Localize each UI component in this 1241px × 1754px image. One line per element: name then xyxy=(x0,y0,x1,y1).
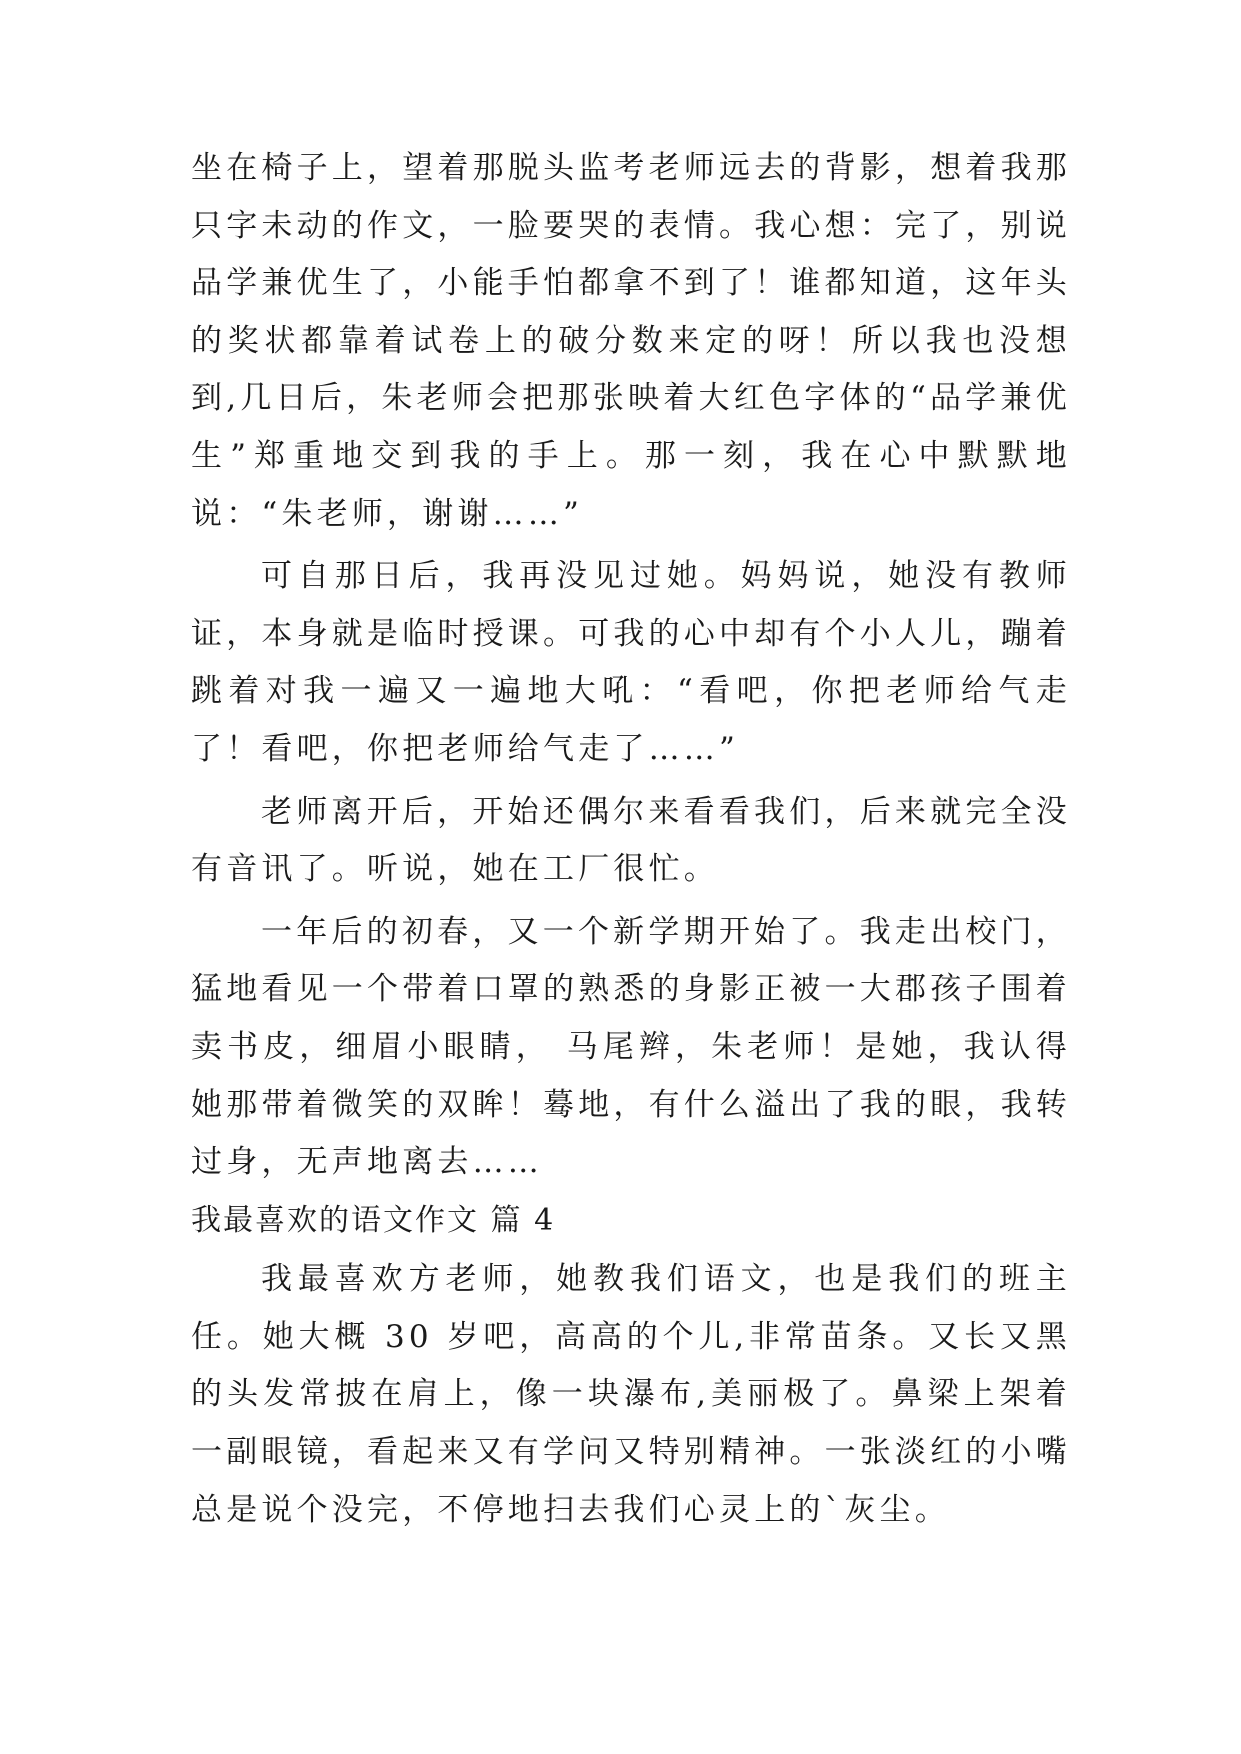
paragraph-exam-award: 坐在椅子上，望着那脱头监考老师远去的背影，想着我那只字未动的作文，一脸要哭的表情。我心想：完了，别说品学兼优生了，小能手怕都拿不到了！谁都知道，这年头的奖状都靠着试卷上的破分数来定的呀！所以我也没想到,几日后，朱老师会把那张映着大红色字体的“品学兼优生”郑重地交到我的手上。那一刻，我在心中默默地说：“朱老师，谢谢……” xyxy=(191,150,1071,532)
document-body xyxy=(191,140,1071,1544)
paragraph-reunion: 一年后的初春，又一个新学期开始了。我走出校门，猛地看见一个带着口罩的熟悉的身影正被一大郡孩子围着卖书皮，细眉小眼睛， 马尾辫，朱老师！是她，我认得她那带着微笑的双眸！蓦地，有什么溢出了我的眼，我转过身，无声地离去…… xyxy=(191,913,1071,1181)
paragraph-favorite-teacher: 我最喜欢方老师，她教我们语文，也是我们的班主任。她大概 30 岁吧，高高的个儿,非常苗条。又长又黑的头发常披在肩上，像一块瀑布,美丽极了。鼻梁上架着一副眼镜，看起来又有学问又特别精神。一张淡红的小嘴总是说个没完，不停地扫去我们心灵上的`灰尘。 xyxy=(191,1261,1071,1528)
paragraph-teacher-gone: 可自那日后，我再没见过她。妈妈说，她没有教师证，本身就是临时授课。可我的心中却有个小人儿，蹦着跳着对我一遍又一遍地大吼：“看吧，你把老师给气走了！看吧，你把老师给气走了……” xyxy=(191,558,1071,767)
section-heading: 我最喜欢的语文作文 篇 4 xyxy=(191,1202,556,1238)
paragraph-no-news: 老师离开后，开始还偶尔来看看我们，后来就完全没有音讯了。听说，她在工厂很忙。 xyxy=(191,793,1071,888)
